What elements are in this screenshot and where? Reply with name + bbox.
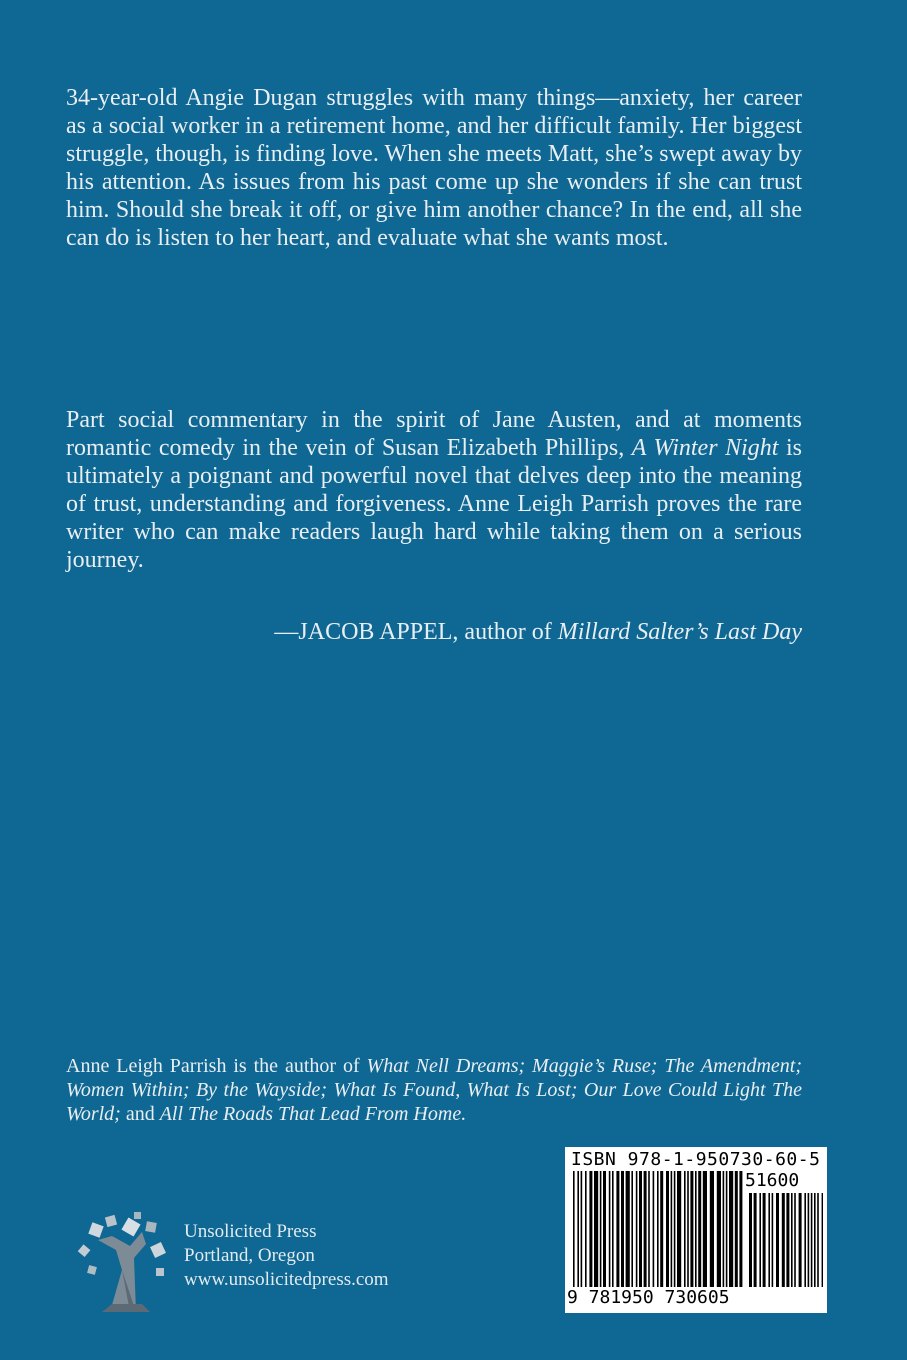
price-addon-label: 51600 [745,1170,800,1191]
publisher-website: www.unsolicitedpress.com [184,1269,389,1290]
isbn-label: ISBN 978-1-950730-60-5 [571,1149,821,1170]
review-quote [66,406,802,574]
attribution-author: —JACOB APPEL, author of [274,619,558,645]
bio-last-title: All The Roads That Lead From Home. [159,1103,467,1125]
publisher-name: Unsolicited Press [184,1221,317,1242]
bio-prefix: Anne Leigh Parrish is the author of [66,1055,367,1077]
publisher-info [184,1220,389,1292]
review-attribution [274,618,802,646]
book-blurb: 34-year-old Angie Dugan struggles with many things—anxiety, her career as a social worker in a retirement home, and her difficult family. Her biggest struggle, though, is finding love. When she meets Matt, she’s swept away by his attention. As issues from his past come up she wonders if she can trust him. Should she break it off, or give him another chance? In the end, all she can do is listen to her heart, and evaluate what she wants most. [66,85,802,251]
tree-logo-icon [72,1210,170,1316]
isbn-barcode [565,1147,827,1313]
author-bio [66,1054,802,1126]
publisher-location: Portland, Oregon [184,1245,315,1266]
attribution-book: Millard Salter’s Last Day [557,619,802,645]
book-title: A Winter Night [631,435,779,461]
bio-conjunction: and [120,1103,160,1125]
ean-digits: 9 781950 730605 [567,1287,730,1308]
review-text-part1: Part social commentary in the spirit of Jane Austen, and at moments romantic comedy in the vein of Susan Elizabeth Phillips, [66,407,802,461]
bio-titles: What Nell Dreams; Maggie’s Ruse; The Amendment; Women Within; By the Wayside; What Is Found, What Is Lost; Our Love Could Light The World; [66,1055,802,1125]
publisher-block [72,1202,432,1322]
review-text-part2: is ultimately a poignant and powerful novel that delves deep into the meaning of trust, understanding and forgiveness. Anne Leigh Parrish proves the rare writer who can make readers laugh hard while taking them on a serious journey. [66,435,802,573]
